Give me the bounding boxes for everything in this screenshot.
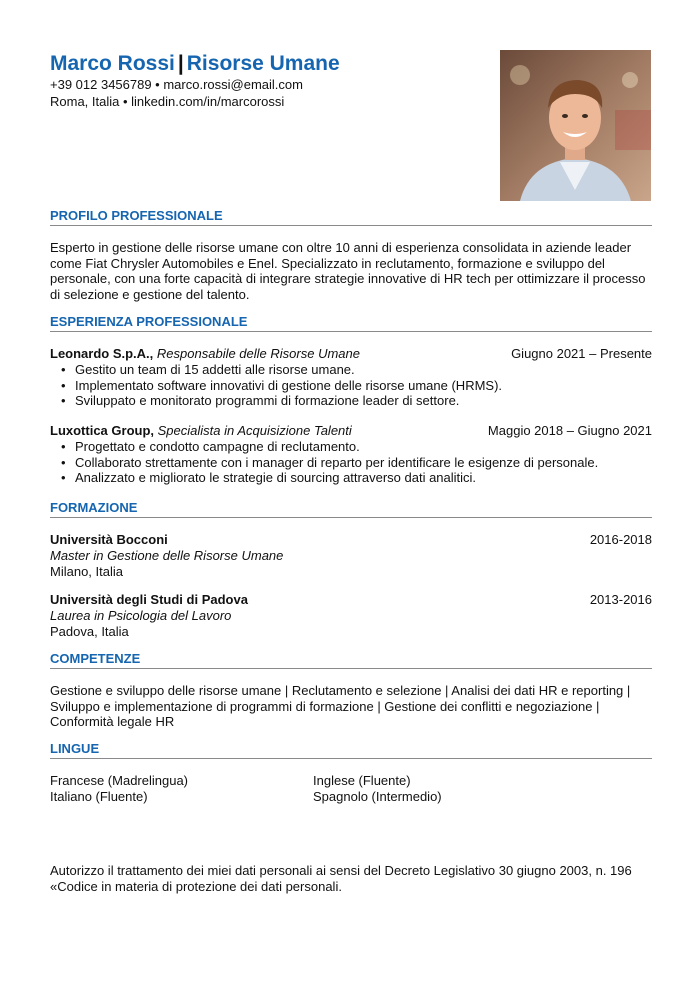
contact-line-location-linkedin: Roma, Italia • linkedin.com/in/marcorossi [50,93,285,109]
job-dates: Giugno 2021 – Presente [511,346,652,361]
job-company: Luxottica Group, [50,423,154,438]
education-dates: 2013-2016 [589,592,652,607]
education-city: Padova, Italia [50,623,129,639]
languages-row [50,789,652,805]
education-degree: Laurea in Psicologia del Lavoro [50,608,232,623]
consent-line: «Codice in materia di protezione dei dati personali. [50,878,342,894]
education-school: Università degli Studi di Padova [50,592,248,607]
job-bullets [60,439,652,486]
consent-line: Autorizzo il trattamento dei miei dati personali ai sensi del Decreto Legislativo 30 giugno 2003, n. 196 [50,863,632,878]
job-entry [50,423,652,486]
full-name: Marco Rossi [50,52,175,75]
language-item: Inglese (Fluente) [313,773,411,788]
language-item: Spagnolo (Intermedio) [313,789,442,804]
section-title-education: FORMAZIONE [50,500,652,518]
language-item: Francese (Madrelingua) [50,773,189,788]
languages-list [50,773,652,805]
job-dates: Maggio 2018 – Giugno 2021 [487,423,652,438]
section-title-languages: LINGUE [50,741,652,759]
section-title-profile: PROFILO PROFESSIONALE [50,208,652,226]
job-role: Responsabile delle Risorse Umane [156,346,360,361]
job-company: Leonardo S.p.A., [50,346,154,361]
job-bullet: • Analizzato e migliorato le strategie di sourcing attraverso dati analitici. [60,470,652,486]
job-entry [50,346,652,409]
job-bullet: • Gestito un team di 15 addetti alle risorse umane. [60,362,652,378]
education-school: Università Bocconi [50,532,168,547]
education-entry [50,592,652,639]
languages-row [50,773,652,789]
resume-header [50,52,490,109]
job-bullet: • Sviluppato e monitorato programmi di formazione leader di settore. [60,393,652,409]
section-title-skills: COMPETENZE [50,651,652,669]
job-bullet: • Progettato e condotto campagne di reclutamento. [60,439,652,455]
privacy-consent [50,863,652,894]
contact-line-phone-email: +39 012 3456789 • marco.rossi@email.com [50,77,303,92]
job-header [50,346,652,362]
skills-text: Gestione e sviluppo delle risorse umane | Reclutamento e selezione | Analisi dei dati HR e reporting | Sviluppo e implementazione di programmi di formazione | Gestione dei conflitti e negoziazione | Conformità legale HR [50,683,631,729]
job-bullets [60,362,652,409]
job-role: Specialista in Acquisizione Talenti [157,423,352,438]
job-role: Risorse Umane [186,52,340,75]
education-city: Milano, Italia [50,563,123,579]
education-header [50,592,652,608]
language-item: Italiano (Fluente) [50,789,148,804]
education-entry [50,532,652,579]
profile-photo [500,50,651,201]
education-degree: Master in Gestione delle Risorse Umane [50,548,284,563]
profile-text: Esperto in gestione delle risorse umane con oltre 10 anni di esperienza consolidata in aziende leader come Fiat Chrysler Automobiles e Enel. Specializzato in reclutamento, formazione e sviluppo del personale, con una forte capacità di integrare strategie innovative di HR tech per ottimizzare il processo di selezione e gestione del talento. [50,240,646,302]
education-dates: 2016-2018 [589,532,652,547]
name-title [50,52,490,76]
job-bullet: • Implementato software innovativi di gestione delle risorse umane (HRMS). [60,378,652,394]
job-bullet: • Collaborato strettamente con i manager di reparto per identificare le esigenze di personale. [60,455,652,471]
title-separator: | [177,52,184,75]
education-header [50,532,652,548]
section-title-experience: ESPERIENZA PROFESSIONALE [50,314,652,332]
job-header [50,423,652,439]
portrait-illustration [500,50,651,201]
